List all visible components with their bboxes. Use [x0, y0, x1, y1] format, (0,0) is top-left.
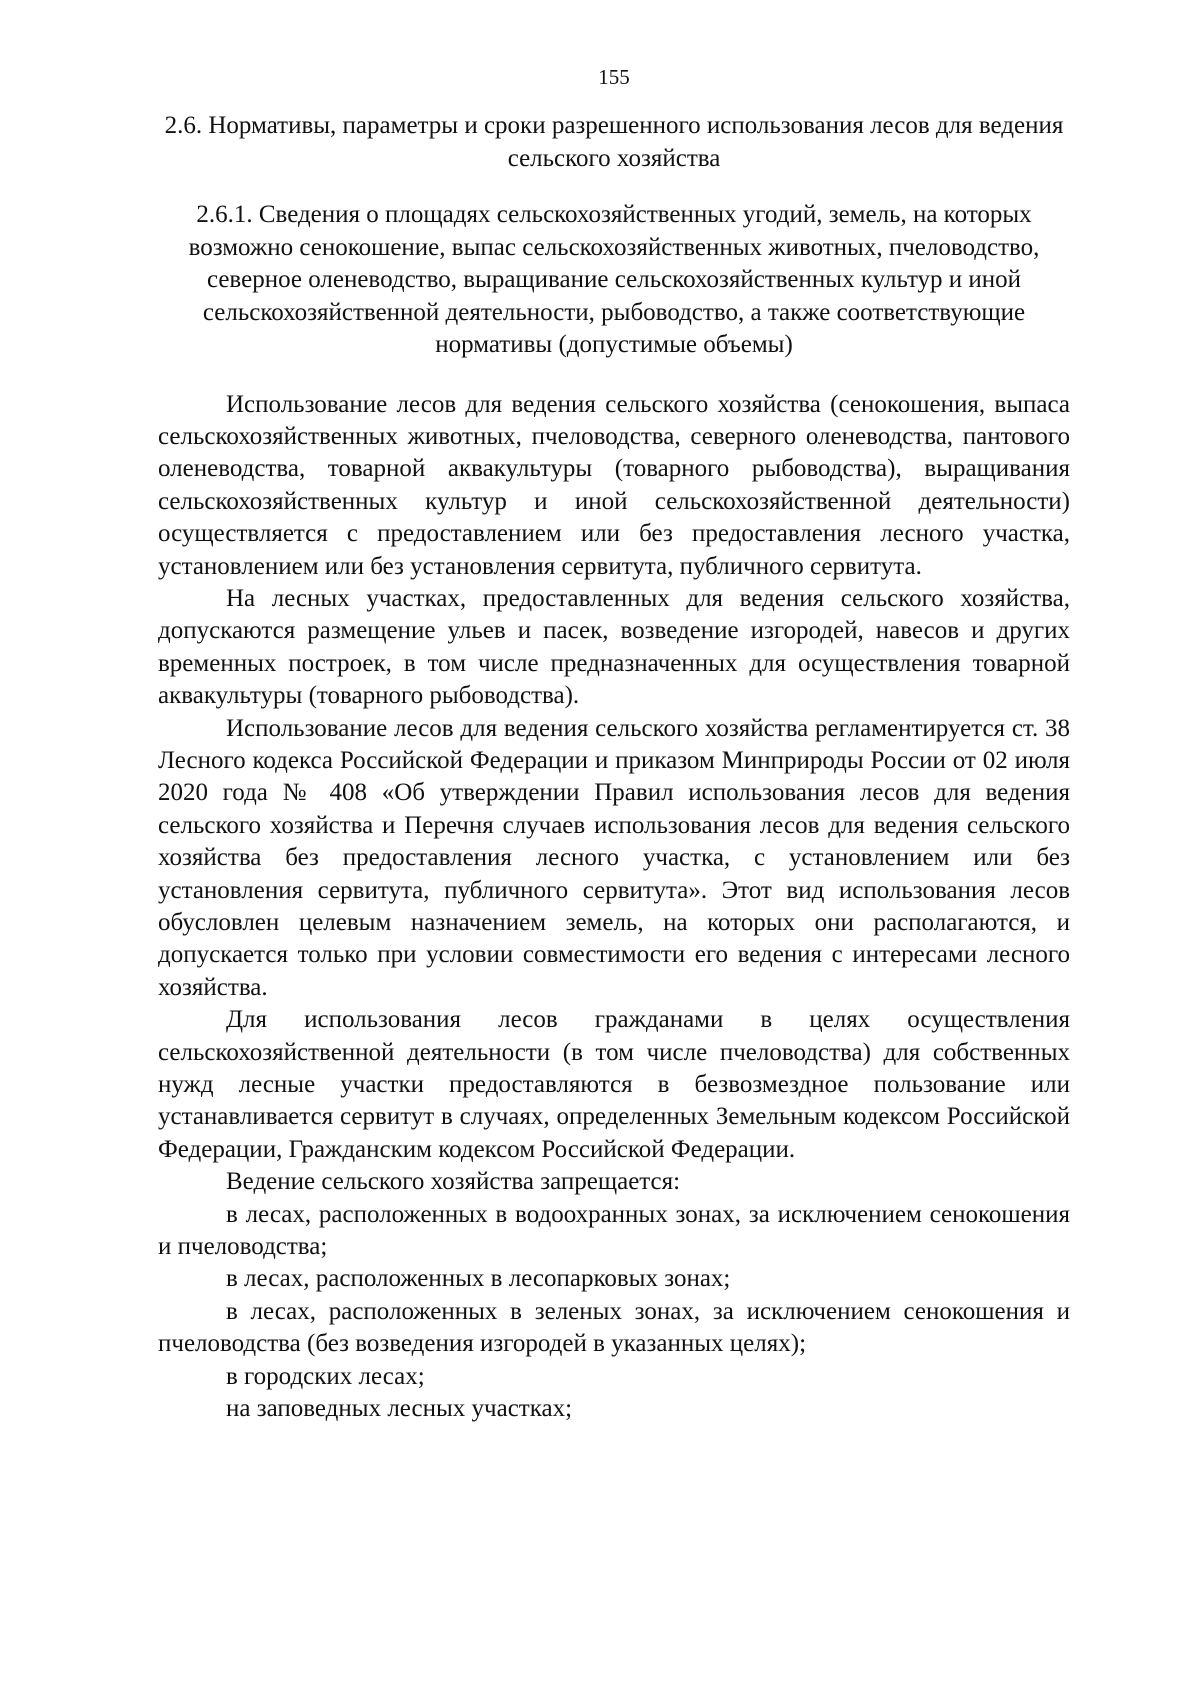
- body-text: [158, 389, 1070, 1426]
- paragraph-permitted-structures: На лесных участках, предоставленных для ведения сельского хозяйства, допускаются размещение ульев и пасек, возведение изгородей, навесов и других временных построек, в том числе предназначенных для осуществления товарной аквакультуры (товарного рыбоводства).: [158, 584, 1070, 710]
- page-number: 155: [598, 65, 630, 89]
- list-item-urban-forests: в городских лесах;: [226, 1362, 425, 1390]
- section-heading: 2.6. Нормативы, параметры и сроки разрешенного использования лесов для ведения сельского хозяйства: [164, 112, 1064, 172]
- document-page: [158, 62, 1070, 1426]
- list-item-green-zones: в лесах, расположенных в зеленых зонах, за исключением сенокошения и пчеловодства (без возведения изгородей в указанных целях);: [158, 1297, 1070, 1358]
- list-item-reserved-plots: на заповедных лесных участках;: [226, 1395, 573, 1423]
- paragraph-regulation: Использование лесов для ведения сельского хозяйства регламентируется ст. 38 Лесного кодекса Российской Федерации и приказом Минприроды России от 02 июля 2020 года № 408 «Об утверждении Правил использования лесов для ведения сельского хозяйства и Перечня случаев использования лесов для ведения сельского хозяйства без предоставления лесного участка, с установлением или без установления сервитута, публичного сервитута». Этот вид использования лесов обусловлен целевым назначением земель, на которых они располагаются, и допускается только при условии совместимости его ведения с интересами лесного хозяйства.: [158, 714, 1070, 1001]
- subsection-heading: 2.6.1. Сведения о площадях сельскохозяйственных угодий, земель, на которых возможно сенокошение, выпас сельскохозяйственных животных, пчеловодство, северное оленеводство, выращивание сельскохозяйственных культур и иной сельскохозяйственной деятельности, рыбоводство, а также соответствующие нормативы (допустимые объемы): [188, 201, 1040, 358]
- paragraph-prohibition-intro: Ведение сельского хозяйства запрещается:: [226, 1168, 681, 1196]
- list-item-forest-park-zones: в лесах, расположенных в лесопарковых зонах;: [226, 1265, 731, 1293]
- list-item-water-protection-zones: в лесах, расположенных в водоохранных зонах, за исключением сенокошения и пчеловодства;: [158, 1200, 1070, 1261]
- paragraph-citizens-use: Для использования лесов гражданами в целях осуществления сельскохозяйственной деятельности (в том числе пчеловодства) для собственных нужд лесные участки предоставляются в безвозмездное пользование или устанавливается сервитут в случаях, определенных Земельным кодексом Российской Федерации, Гражданским кодексом Российской Федерации.: [158, 1006, 1070, 1163]
- paragraph-usage-overview: Использование лесов для ведения сельского хозяйства (сенокошения, выпаса сельскохозяйственных животных, пчеловодства, северного оленеводства, пантового оленеводства, товарной аквакультуры (товарного рыбоводства), выращивания сельскохозяйственных культур и иной сельскохозяйственной деятельности) осуществляется с предоставлением или без предоставления лесного участка, установлением или без установления сервитута, публичного сервитута.: [158, 390, 1070, 580]
